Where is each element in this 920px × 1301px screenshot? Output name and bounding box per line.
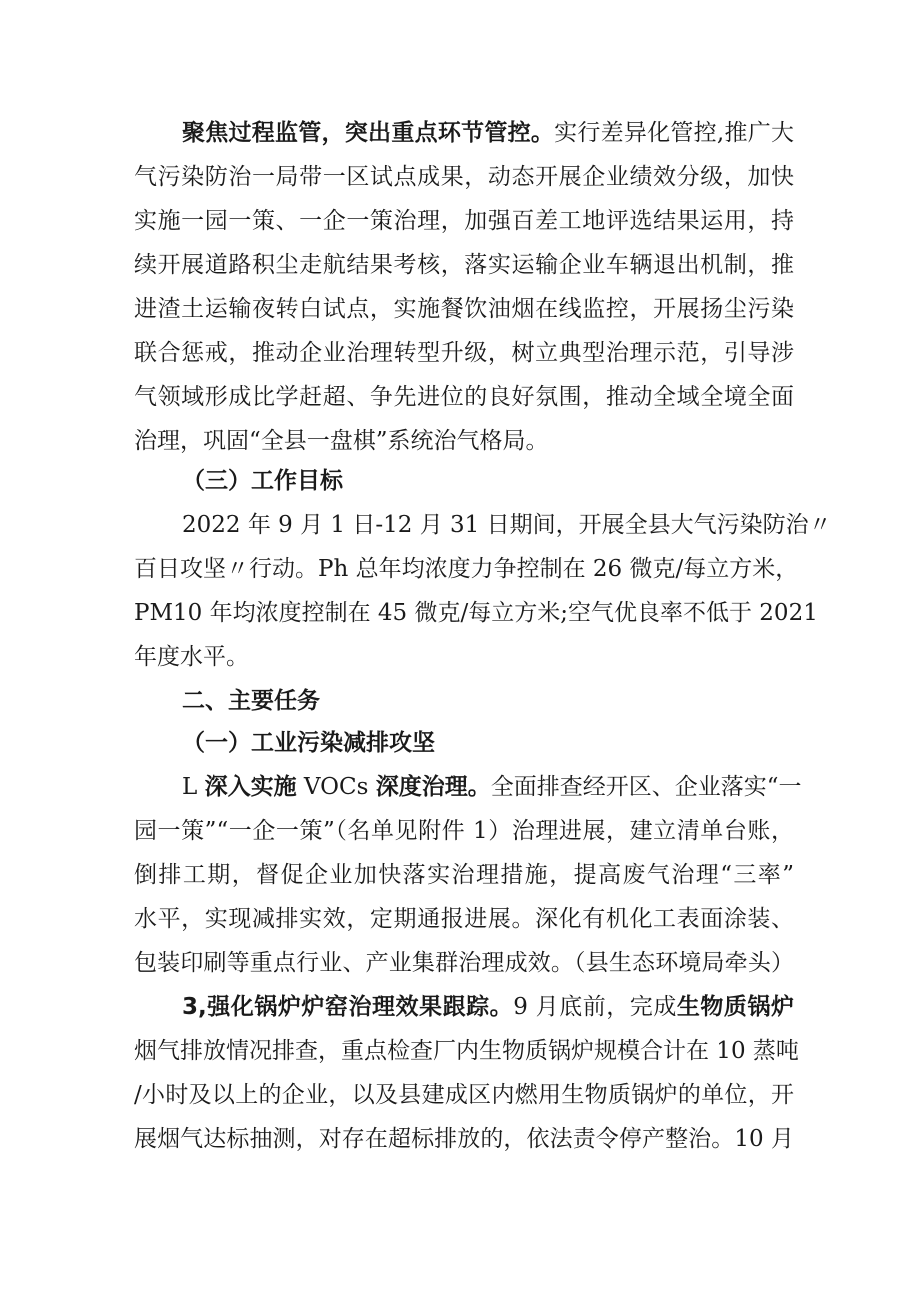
para-process-supervision-lead: 聚焦过程监管，突出重点环节管控。 [182, 120, 555, 146]
para-goals-line-2: 百日攻坚〃行动。Ph 总年均浓度力争控制在 26 微克/每立方米， [134, 556, 799, 582]
para-process-supervision-line-2: 气污染防治一局带一区试点成果，动态开展企业绩效分级，加快 [134, 164, 794, 190]
para-vocs-bold-1: 深入实施 [204, 774, 297, 800]
para-goals-line-3: PM10 年均浓度控制在 45 微克/每立方米;空气优良率不低于 2021 [134, 600, 818, 626]
heading-main-tasks: 二、主要任务 [182, 688, 320, 714]
para-process-supervision-line-7: 气领域形成比学赶超、争先进位的良好氛围，推动全域全境全面 [134, 384, 794, 410]
para-vocs-line-4: 水平，实现减排实效，定期通报进展。深化有机化工表面涂装、 [134, 906, 794, 932]
para-goals-line-4: 年度水平。 [134, 644, 249, 670]
para-boiler-line-4: 展烟气达标抽测，对存在超标排放的，依法责令停产整治。10 月 [134, 1126, 794, 1152]
para-process-supervision-line-4: 续开展道路积尘走航结果考核，落实运输企业车辆退出机制，推 [134, 252, 794, 278]
para-vocs-number: L [182, 774, 205, 800]
para-boiler-line-2: 烟气排放情况排查，重点检查厂内生物质锅炉规模合计在 10 蒸吨 [134, 1038, 799, 1064]
para-process-supervision-line-3: 实施一园一策、一企一策治理，加强百差工地评选结果运用，持 [134, 208, 794, 234]
para-process-supervision-text: 实行差异化管控,推广大 [554, 120, 795, 146]
heading-work-goals: （三）工作目标 [182, 468, 343, 494]
para-vocs-line-2: 园一策”“一企一策”（名单见附件 1）治理进展，建立清单台账， [134, 818, 794, 844]
para-boiler-line-1 [182, 990, 794, 1024]
para-vocs-line-3: 倒排工期，督促企业加快落实治理措施，提高废气治理“三率” [134, 862, 794, 888]
para-boiler-bold-1: 3,强化锅炉炉窑治理效果跟踪。 [182, 994, 514, 1020]
para-boiler-text: 9 月底前，完成 [513, 994, 677, 1020]
para-process-supervision-line-6: 联合惩戒，推动企业治理转型升级，树立典型治理示范，引导涉 [134, 340, 794, 366]
para-process-supervision-line-8: 治理，巩固“全县一盘棋”系统治气格局。 [134, 428, 549, 454]
para-process-supervision-line-5: 进渣土运输夜转白试点，实施餐饮油烟在线监控，开展扬尘污染 [134, 296, 794, 322]
heading-industrial-pollution: （一）工业污染减排攻坚 [182, 730, 435, 756]
para-vocs-line-5: 包装印刷等重点行业、产业集群治理成效。（县生态环境局牵头） [134, 950, 794, 976]
para-vocs-text: 全面排查经开区、企业落实“一 [490, 774, 802, 800]
para-process-supervision-line-1 [182, 116, 794, 150]
para-boiler-bold-2: 生物质锅炉 [676, 994, 794, 1020]
para-goals-line-1: 2022 年 9 月 1 日-12 月 31 日期间，开展全县大气污染防治〃 [182, 512, 832, 538]
para-vocs-vocs: VOCs [296, 774, 376, 800]
para-vocs-line-1 [182, 770, 802, 804]
para-vocs-bold-2: 深度治理。 [375, 774, 491, 800]
para-boiler-line-3: /小时及以上的企业，以及县建成区内燃用生物质锅炉的单位，开 [134, 1082, 794, 1108]
